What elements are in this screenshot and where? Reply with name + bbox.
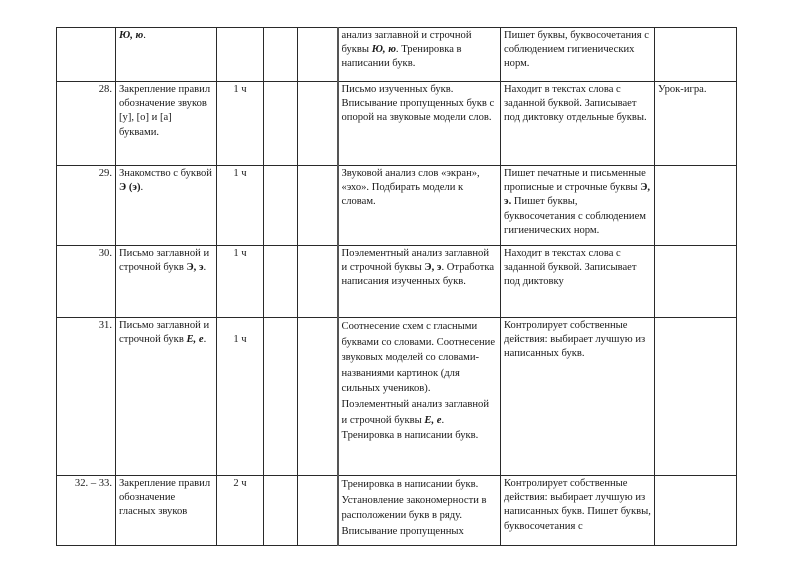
- empty-cell: [298, 28, 338, 82]
- lesson-hours: 1 ч: [217, 318, 264, 476]
- lesson-topic: Письмо заглавной и строчной букв Е, е.: [116, 318, 217, 476]
- lesson-topic: Ю, ю.: [116, 28, 217, 82]
- empty-cell: [264, 28, 298, 82]
- lesson-topic: Закрепление правил обозначение гласных звуков: [116, 476, 217, 546]
- empty-cell: [264, 166, 298, 246]
- lesson-hours: 2 ч: [217, 476, 264, 546]
- lesson-plan-table: [56, 27, 737, 546]
- empty-cell: [298, 166, 338, 246]
- empty-cell: [298, 318, 338, 476]
- lesson-number: 29.: [57, 166, 116, 246]
- lesson-form: Урок-игра.: [655, 82, 737, 166]
- empty-cell: [264, 476, 298, 546]
- lesson-form: [655, 476, 737, 546]
- table-row: [57, 28, 737, 82]
- letter-emphasis: Ю, ю: [119, 30, 144, 41]
- lesson-activity: анализ заглавной и строчной буквы Ю, ю. Тренировка в написании букв.: [338, 28, 501, 82]
- lesson-hours: 1 ч: [217, 166, 264, 246]
- letter-emphasis: Э (э): [119, 182, 141, 194]
- empty-cell: [264, 82, 298, 166]
- letter-emphasis: Е, е: [424, 414, 442, 426]
- letter-emphasis: Э, э.: [504, 182, 651, 208]
- lesson-hours: 1 ч: [217, 246, 264, 318]
- lesson-form: [655, 246, 737, 318]
- empty-cell: [298, 246, 338, 318]
- lesson-activity: Поэлементный анализ заглавной и строчной буквы Э, э. Отработка написания изученных букв.: [338, 246, 501, 318]
- empty-cell: [298, 476, 338, 546]
- lesson-number: 32. – 33.: [57, 476, 116, 546]
- lesson-number: 28.: [57, 82, 116, 166]
- lesson-number: [57, 28, 116, 82]
- letter-emphasis: Э, э: [186, 262, 204, 274]
- lesson-activity: Соотнесение схем с гласными буквами со словами. Соотнесение звуковых моделей со словами-названиями картинок (для сильных учеников). Поэлементный анализ заглавной и строчной буквы Е, е. Тренировка в написании букв.: [338, 318, 501, 476]
- lesson-topic: Закрепление правил обозначение звуков [у], [о] и [а] буквами.: [116, 82, 217, 166]
- table-row: [57, 476, 737, 546]
- lesson-results: Находит в текстах слова с заданной буквой. Записывает под диктовку: [501, 246, 655, 318]
- table-row: [57, 246, 737, 318]
- lesson-results: Находит в текстах слова с заданной буквой. Записывает под диктовку отдельные буквы.: [501, 82, 655, 166]
- empty-cell: [264, 246, 298, 318]
- empty-cell: [298, 82, 338, 166]
- table-row: [57, 166, 737, 246]
- lesson-topic: Знакомство с буквой Э (э).: [116, 166, 217, 246]
- empty-cell: [264, 318, 298, 476]
- table-row: [57, 318, 737, 476]
- lesson-activity: Тренировка в написании букв. Установление закономерности в расположении букв в ряду. Вписывание пропущенных: [338, 476, 501, 546]
- lesson-results: Контролирует собственные действия: выбирает лучшую из написанных букв. Пишет буквы, буквосочетания с: [501, 476, 655, 546]
- lesson-topic: Письмо заглавной и строчной букв Э, э.: [116, 246, 217, 318]
- lesson-activity: Письмо изученных букв. Вписывание пропущенных букв с опорой на звуковые модели слов.: [338, 82, 501, 166]
- lesson-form: [655, 318, 737, 476]
- lesson-hours: [217, 28, 264, 82]
- lesson-number: 30.: [57, 246, 116, 318]
- letter-emphasis: Э, э: [424, 262, 442, 274]
- lesson-results: Контролирует собственные действия: выбирает лучшую из написанных букв.: [501, 318, 655, 476]
- lesson-results: Пишет печатные и письменные прописные и строчные буквы Э, э. Пишет буквы, буквосочетания с соблюдением гигиенических норм.: [501, 166, 655, 246]
- lesson-hours: 1 ч: [217, 82, 264, 166]
- table-row: [57, 82, 737, 166]
- lesson-form: [655, 28, 737, 82]
- letter-emphasis: Ю, ю: [371, 44, 396, 56]
- lesson-form: [655, 166, 737, 246]
- lesson-number: 31.: [57, 318, 116, 476]
- lesson-results: Пишет буквы, буквосочетания с соблюдением гигиенических норм.: [501, 28, 655, 82]
- lesson-activity: Звуковой анализ слов «экран», «эхо». Подбирать модели к словам.: [338, 166, 501, 246]
- letter-emphasis: Е, е: [186, 334, 204, 346]
